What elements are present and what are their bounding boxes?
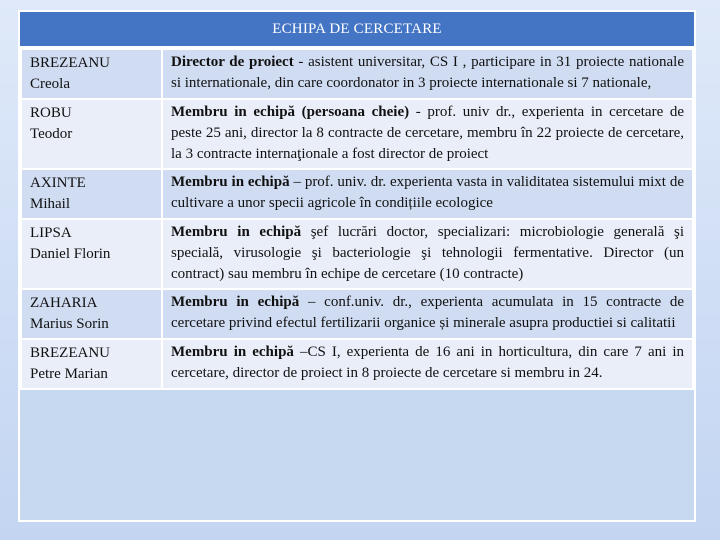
member-surname: BREZEANU (30, 345, 110, 361)
member-role: Membru in echipă (persoana cheie) (171, 104, 410, 120)
member-given-name: Creola (30, 76, 70, 92)
member-description-cell (162, 49, 693, 99)
member-description-cell (162, 219, 693, 289)
member-details: şef lucrări doctor, specializari: microbiologie generală şi specială, virusologie şi bacteriologie şi tehnologii fermentative. Director (un contract) sau membru în echipe de cercetare (10 contracte) (171, 224, 684, 282)
member-name-cell (21, 339, 162, 389)
member-role: Membru in echipă (171, 174, 290, 190)
table-row (21, 99, 693, 169)
table-row (21, 49, 693, 99)
team-table-frame (18, 10, 696, 522)
team-table (20, 48, 694, 390)
member-name-cell (21, 49, 162, 99)
member-role: Director de proiect (171, 54, 294, 70)
member-role: Membru in echipă (171, 294, 300, 310)
member-name-cell (21, 99, 162, 169)
member-surname: BREZEANU (30, 55, 110, 71)
member-description-cell (162, 289, 693, 339)
member-role: Membru in echipă (171, 224, 302, 240)
member-details: - asistent universitar, CS I , participare in 31 proiecte nationale si internationale, din care coordonator in 3 proiecte internationale si 7 nationale, (171, 54, 684, 91)
member-name-cell (21, 169, 162, 219)
table-row (21, 219, 693, 289)
member-given-name: Marius Sorin (30, 316, 109, 332)
member-description-cell (162, 339, 693, 389)
member-details: – conf.univ. dr., experienta acumulata in 15 contracte de cercetare privind efectul fertilizarii organice și minerale asupra productiei si calitatii (171, 294, 684, 331)
table-row (21, 289, 693, 339)
member-description-cell (162, 169, 693, 219)
member-given-name: Petre Marian (30, 366, 108, 382)
member-given-name: Teodor (30, 126, 73, 142)
member-name-cell (21, 219, 162, 289)
member-surname: AXINTE (30, 175, 86, 191)
table-title: ECHIPA DE CERCETARE (20, 12, 694, 48)
member-details: - prof. univ dr., experienta in cercetare de peste 25 ani, director la 8 contracte de cercetare, membru în 22 proiecte de cercetare, la 3 contracte internaţionale a fost director de proiect (171, 104, 684, 162)
member-given-name: Daniel Florin (30, 246, 111, 262)
member-details: –CS I, experienta de 16 ani in horticultura, din care 7 ani in cercetare, director de proiect in 8 proiecte de cercetare si membru in 24. (171, 344, 684, 381)
member-surname: ROBU (30, 105, 72, 121)
member-surname: LIPSA (30, 225, 72, 241)
member-role: Membru in echipă (171, 344, 294, 360)
member-surname: ZAHARIA (30, 295, 98, 311)
table-row (21, 169, 693, 219)
member-description-cell (162, 99, 693, 169)
table-row (21, 339, 693, 389)
member-name-cell (21, 289, 162, 339)
member-given-name: Mihail (30, 196, 70, 212)
member-details: – prof. univ. dr. experienta vasta in validitatea sistemului mixt de cultivare a unor specii agricole în condițiile ecologice (171, 174, 684, 211)
